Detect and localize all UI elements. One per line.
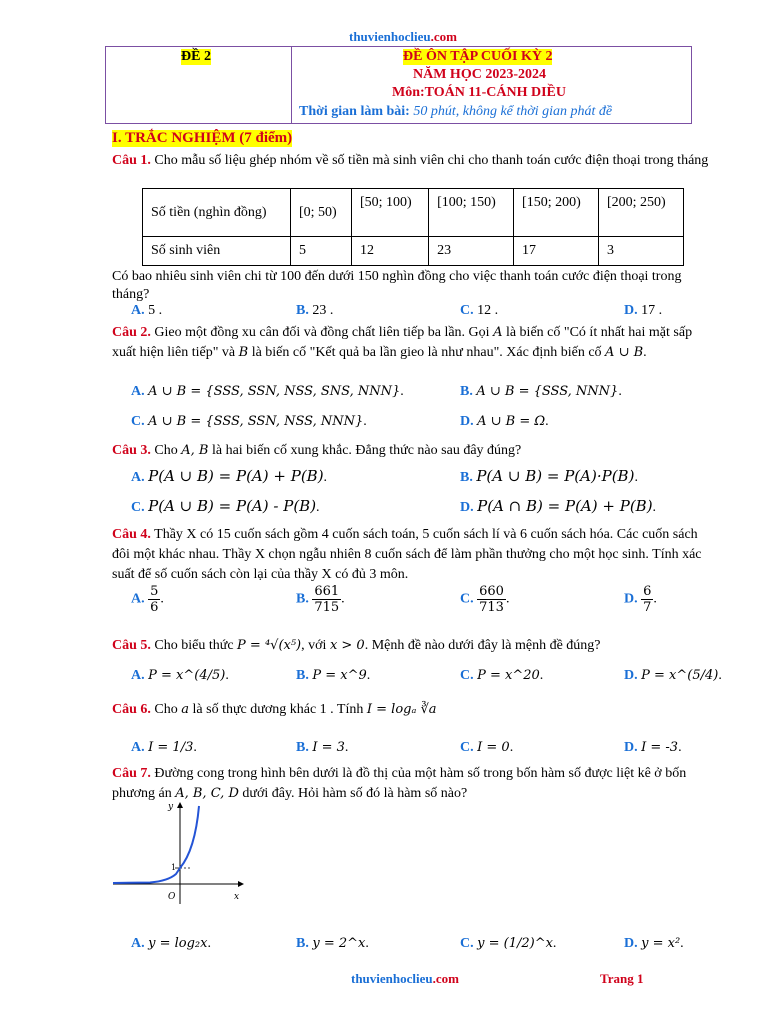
table-cell: Số tiền (nghìn đồng): [143, 189, 291, 237]
school-year: NĂM HỌC 2023-2024: [413, 67, 546, 82]
q1-answer-c: C. 12 .: [460, 303, 499, 318]
question-2: Câu 2. Gieo một đồng xu cân đối và đồng chất liên tiếp ba lần. Gọi A là biến cố "Có ít nhất hai mặt sấp xuất hiện liên tiếp" và B là biến cố "Kết quả ba lần gieo là như nhau". Xác định biến cố A ∪ B.: [112, 325, 693, 360]
table-cell: [200; 250): [599, 189, 684, 237]
one-label: 1: [171, 863, 177, 872]
x-label: x: [234, 892, 240, 902]
site-header: [349, 29, 457, 45]
q4-answer-c: C. $\frac{660}{713}$ .: [460, 584, 510, 615]
question-3: Câu 3. Cho A, B là hai biến cố xung khắc. Đẳng thức nào sau đây đúng?: [112, 443, 522, 458]
q5-answer-a: A. P = x^(4/5).: [131, 668, 229, 683]
time-label: Thời gian làm bài:: [299, 104, 410, 119]
q2-answer-b: B. A ∪ B = {SSS, NNN}.: [460, 384, 622, 399]
q7-answer-d: D. y = x².: [624, 936, 684, 951]
question-5: Câu 5. Cho biểu thức P = ⁴√(x⁵), với x > 0. Mệnh đề nào dưới đây là mệnh đề đúng?: [112, 638, 601, 653]
table-cell: [50; 100): [352, 189, 429, 237]
q1-text: Cho mẫu số liệu ghép nhóm về số tiền mà sinh viên chi cho thanh toán cước điện thoại trong tháng: [154, 153, 709, 168]
exam-title: ĐỀ ÔN TẬP CUỐI KỲ 2: [403, 49, 553, 64]
table-cell: [100; 150): [429, 189, 514, 237]
q2-answer-c: C. A ∪ B = {SSS, SSN, NSS, NNN}.: [131, 414, 367, 429]
q5-answer-b: B. P = x^9.: [296, 668, 371, 683]
q4-answer-a: A. $\frac{5}{6}$ .: [131, 584, 164, 615]
q5-answer-c: C. P = x^20.: [460, 668, 544, 683]
q3-answer-b: B. P(A ∪ B) = P(A)·P(B).: [460, 467, 638, 485]
y-axis-arrow: [177, 802, 183, 808]
q1-table: [142, 188, 684, 266]
q5-answer-d: D. P = x^(5/4).: [624, 668, 722, 683]
q7-graph: [110, 800, 245, 910]
q1-answer-b: B. 23 .: [296, 303, 334, 318]
site-tld: .com: [430, 29, 457, 44]
q7-answer-c: C. y = (1/2)^x.: [460, 936, 557, 951]
q3-answer-c: C. P(A ∪ B) = P(A) - P(B).: [131, 497, 320, 515]
q2-answer-d: D. A ∪ B = Ω.: [460, 414, 549, 429]
exam-number: ĐỀ 2: [181, 49, 211, 64]
q2-answer-a: A. A ∪ B = {SSS, SSN, NSS, SNS, NNN}.: [131, 384, 404, 399]
q3-answer-a: A. P(A ∪ B) = P(A) + P(B).: [131, 467, 328, 485]
exam-header-box: [105, 46, 692, 124]
table-cell: 3: [599, 237, 684, 266]
q3-answer-d: D. P(A ∩ B) = P(A) + P(B).: [460, 497, 657, 515]
q1-answer-d: D. 17 .: [624, 303, 663, 318]
site-footer: thuvienhoclieu.com: [351, 971, 459, 986]
q7-answer-a: A. y = log₂x.: [131, 936, 211, 951]
q6-answer-d: D. I = -3.: [624, 740, 682, 755]
table-cell: 5: [291, 237, 352, 266]
q7-answer-b: B. y = 2^x.: [296, 936, 369, 951]
question-4: Câu 4. Thầy X có 15 cuốn sách gồm 4 cuốn sách toán, 5 cuốn sách lí và 6 cuốn sách hóa. Các cuốn sách đôi một khác nhau. Thầy X chọn ngẫu nhiên 8 cuốn sách để làm phần thưởng cho một học sinh. Tính xác suất để số cuốn sách còn lại của thầy X có đủ 3 môn.: [112, 527, 702, 582]
origin-label: O: [168, 892, 176, 902]
curve: [113, 806, 199, 883]
time-value: 50 phút, không kể thời gian phát đề: [413, 104, 613, 119]
question-7: Câu 7. Đường cong trong hình bên dưới là đồ thị của một hàm số trong bốn hàm số được liệt kê ở bốn phương án A, B, C, D dưới đây. Hỏi hàm số đó là hàm số nào?: [112, 766, 687, 801]
q1-label: Câu 1.: [112, 153, 151, 168]
time-line: [299, 104, 612, 120]
x-axis-arrow: [238, 881, 244, 887]
q6-answer-c: C. I = 0.: [460, 740, 514, 755]
section-title: I. TRẮC NGHIỆM (7 điểm): [112, 130, 293, 146]
site-name: thuvienhoclieu: [349, 29, 431, 44]
subject: Môn:TOÁN 11-CÁNH DIỀU: [392, 85, 566, 100]
q6-answer-b: B. I = 3.: [296, 740, 349, 755]
q6-answer-a: A. I = 1/3.: [131, 740, 197, 755]
table-cell: [150; 200): [514, 189, 599, 237]
question-1: [112, 152, 712, 170]
table-cell: Số sinh viên: [143, 237, 291, 266]
page-number: Trang 1: [600, 971, 644, 986]
table-cell: 12: [352, 237, 429, 266]
question-6: Câu 6. Cho a là số thực dương khác 1 . Tính I = logₐ ∛a: [112, 702, 437, 717]
q1-question: Có bao nhiêu sinh viên chi từ 100 đến dưới 150 nghìn đồng cho việc thanh toán cước điện thoại trong tháng?: [112, 269, 682, 302]
table-cell: [0; 50): [291, 189, 352, 237]
table-cell: 17: [514, 237, 599, 266]
q4-answer-b: B. $\frac{661}{715}$ .: [296, 584, 345, 615]
q1-answer-a: A. 5 .: [131, 303, 163, 318]
y-label: y: [168, 802, 174, 812]
q4-answer-d: D. $\frac{6}{7}$ .: [624, 584, 657, 615]
table-cell: 23: [429, 237, 514, 266]
